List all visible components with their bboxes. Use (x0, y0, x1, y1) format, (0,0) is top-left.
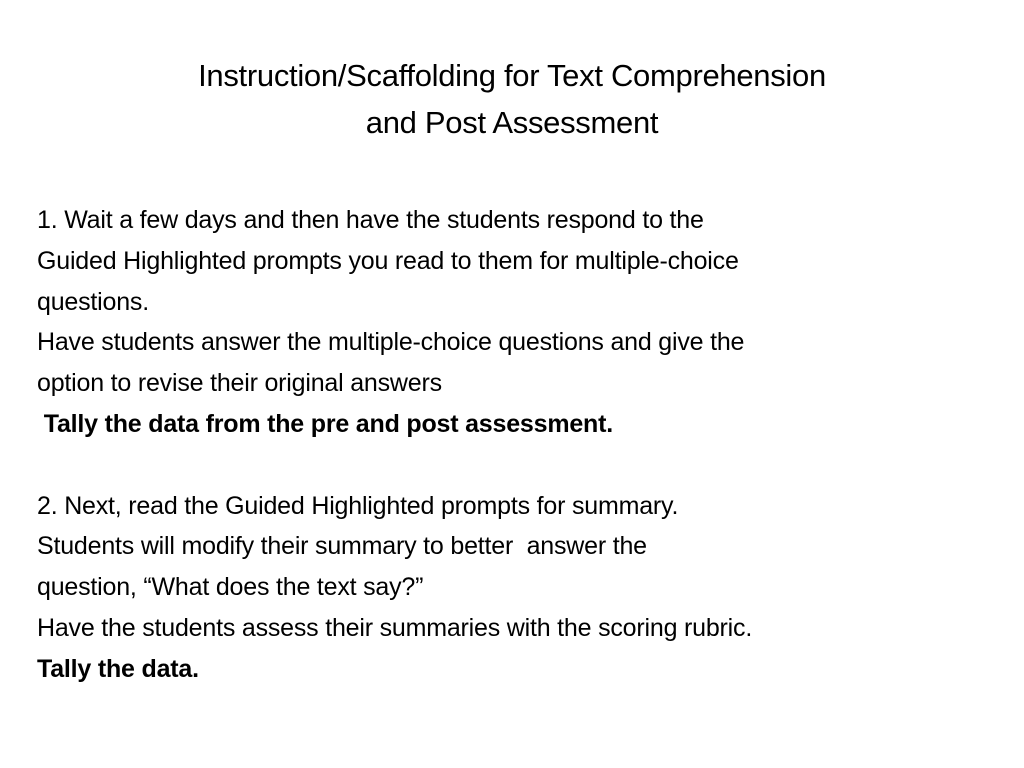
body-line: questions. (37, 287, 149, 316)
spacer (37, 445, 997, 486)
body-line: Have the students assess their summaries with the scoring rubric. (37, 613, 753, 642)
body-line: question, “What does the text say?” (37, 573, 424, 602)
body-line: option to revise their original answers (37, 369, 442, 398)
body-line: Students will modify their summary to better answer the (37, 532, 647, 561)
section-2 (37, 486, 997, 690)
section-1 (37, 200, 997, 445)
title-line: Instruction/Scaffolding for Text Comprehension (198, 58, 826, 93)
body-line: Have students answer the multiple-choice questions and give the (37, 328, 745, 357)
title-line: and Post Assessment (365, 105, 659, 140)
slide-body (37, 200, 997, 690)
body-line: 2. Next, read the Guided Highlighted prompts for summary. (37, 491, 679, 520)
body-line: 1. Wait a few days and then have the students respond to the (37, 206, 704, 234)
body-line: Guided Highlighted prompts you read to them for multiple-choice (37, 246, 739, 275)
bold-instruction: Tally the data from the pre and post assessment. (37, 409, 614, 438)
slide-title (0, 52, 1024, 146)
bold-instruction: Tally the data. (37, 654, 199, 683)
